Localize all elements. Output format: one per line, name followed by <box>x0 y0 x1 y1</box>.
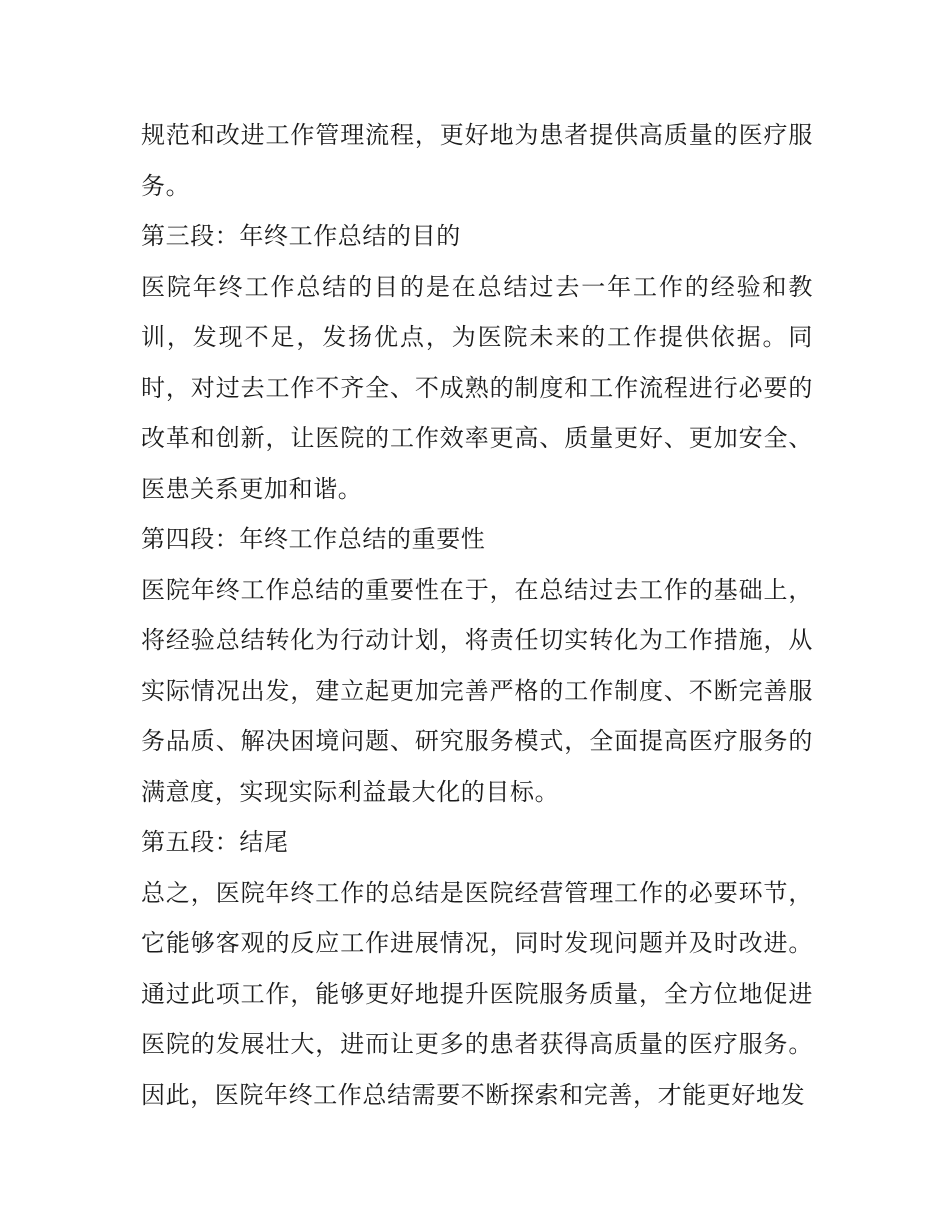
paragraph-conclusion: 总之，医院年终工作的总结是医院经营管理工作的必要环节，它能够客观的反应工作进展情况，同时发现问题并及时改进。通过此项工作，能够更好地提升医院服务质量，全方位地促进医院的发展壮大，进而让更多的患者获得高质量的医疗服务。因此，医院年终工作总结需要不断探索和完善，才能更好地发 <box>141 878 813 1109</box>
document-body <box>141 110 813 1120</box>
paragraph-purpose: 医院年终工作总结的目的是在总结过去一年工作的经验和教训，发现不足，发扬优点，为医院未来的工作提供依据。同时，对过去工作不齐全、不成熟的制度和工作流程进行必要的改革和创新，让医院的工作效率更高、质量更好、更加安全、医患关系更加和谐。 <box>141 272 813 503</box>
paragraph-continuation: 规范和改进工作管理流程，更好地为患者提供高质量的医疗服务。 <box>141 121 813 200</box>
section-heading-5: 第五段：结尾 <box>141 828 289 856</box>
paragraph-importance: 医院年终工作总结的重要性在于，在总结过去工作的基础上，将经验总结转化为行动计划，将责任切实转化为工作措施，从实际情况出发，建立起更加完善严格的工作制度、不断完善服务品质、解决困境问题、研究服务模式，全面提高医疗服务的满意度，实现实际利益最大化的目标。 <box>141 575 813 806</box>
section-heading-3: 第三段：年终工作总结的目的 <box>141 222 461 250</box>
section-heading-4: 第四段：年终工作总结的重要性 <box>141 525 486 553</box>
